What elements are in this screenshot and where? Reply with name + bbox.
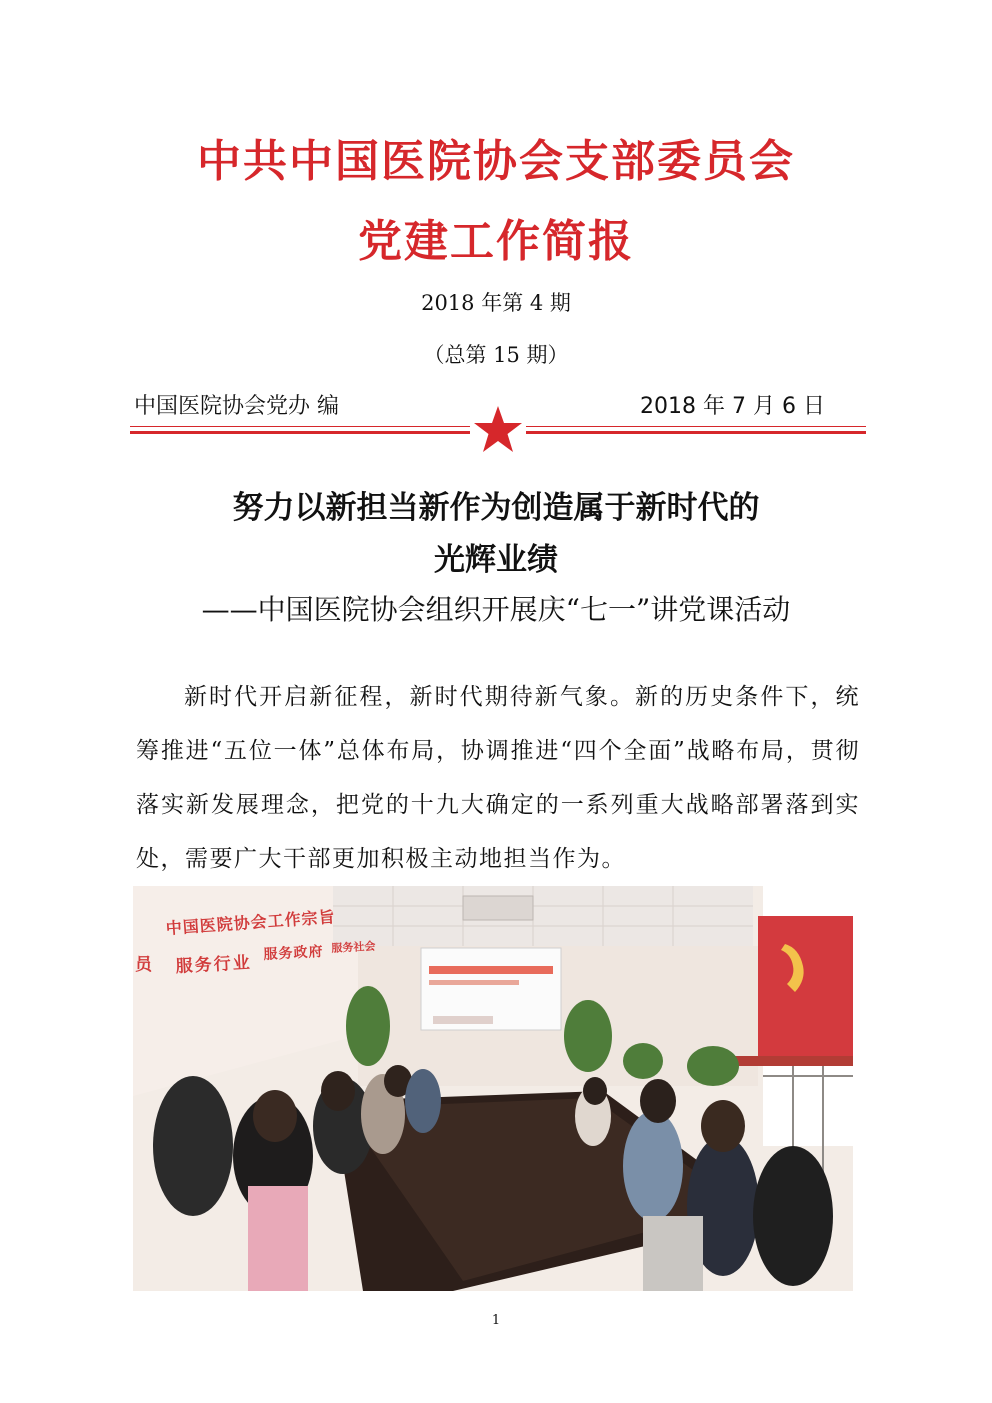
org-title: 中共中国医院协会支部委员会: [197, 136, 795, 187]
divider-left: [130, 431, 470, 434]
editor-line: 中国医院协会党办 编: [134, 394, 339, 419]
publication-date: 2018 年 7 月 6 日: [640, 394, 825, 419]
page-number: 1: [491, 1313, 501, 1328]
wall-slogan-start: 员: [135, 955, 152, 975]
divider-right: [526, 431, 866, 434]
meeting-photo: [133, 886, 853, 1291]
star-icon: [472, 404, 524, 454]
wall-slogan-service-industry: 服务行业: [175, 953, 253, 977]
wall-slogan-service-society: 服务社会: [331, 939, 376, 955]
article-subtitle: ——中国医院协会组织开展庆“七一”讲党课活动: [201, 593, 791, 626]
total-issue-number: （总第 15 期）: [423, 343, 569, 367]
article-headline-line2: 光辉业绩: [434, 542, 558, 578]
wall-slogan-line1: 中国医院协会工作宗旨: [165, 907, 337, 938]
article-headline-line1: 努力以新担当新作为创造属于新时代的: [232, 490, 760, 526]
divider-thin-left: [130, 426, 470, 427]
issue-number: 2018 年第 4 期: [421, 291, 571, 315]
meeting-photo-illustration: [133, 886, 853, 1291]
bulletin-title: 党建工作简报: [358, 216, 634, 267]
divider-thin-right: [526, 426, 866, 427]
article-paragraph: 新时代开启新征程，新时代期待新气象。新的历史条件下，统筹推进“五位一体”总体布局，协调推进“四个全面”战略布局，贯彻落实新发展理念，把党的十九大确定的一系列重大战略部署落到实处，需要广大干部更加积极主动地担当作为。: [136, 684, 860, 872]
wall-slogan-service-government: 服务政府: [263, 943, 324, 963]
